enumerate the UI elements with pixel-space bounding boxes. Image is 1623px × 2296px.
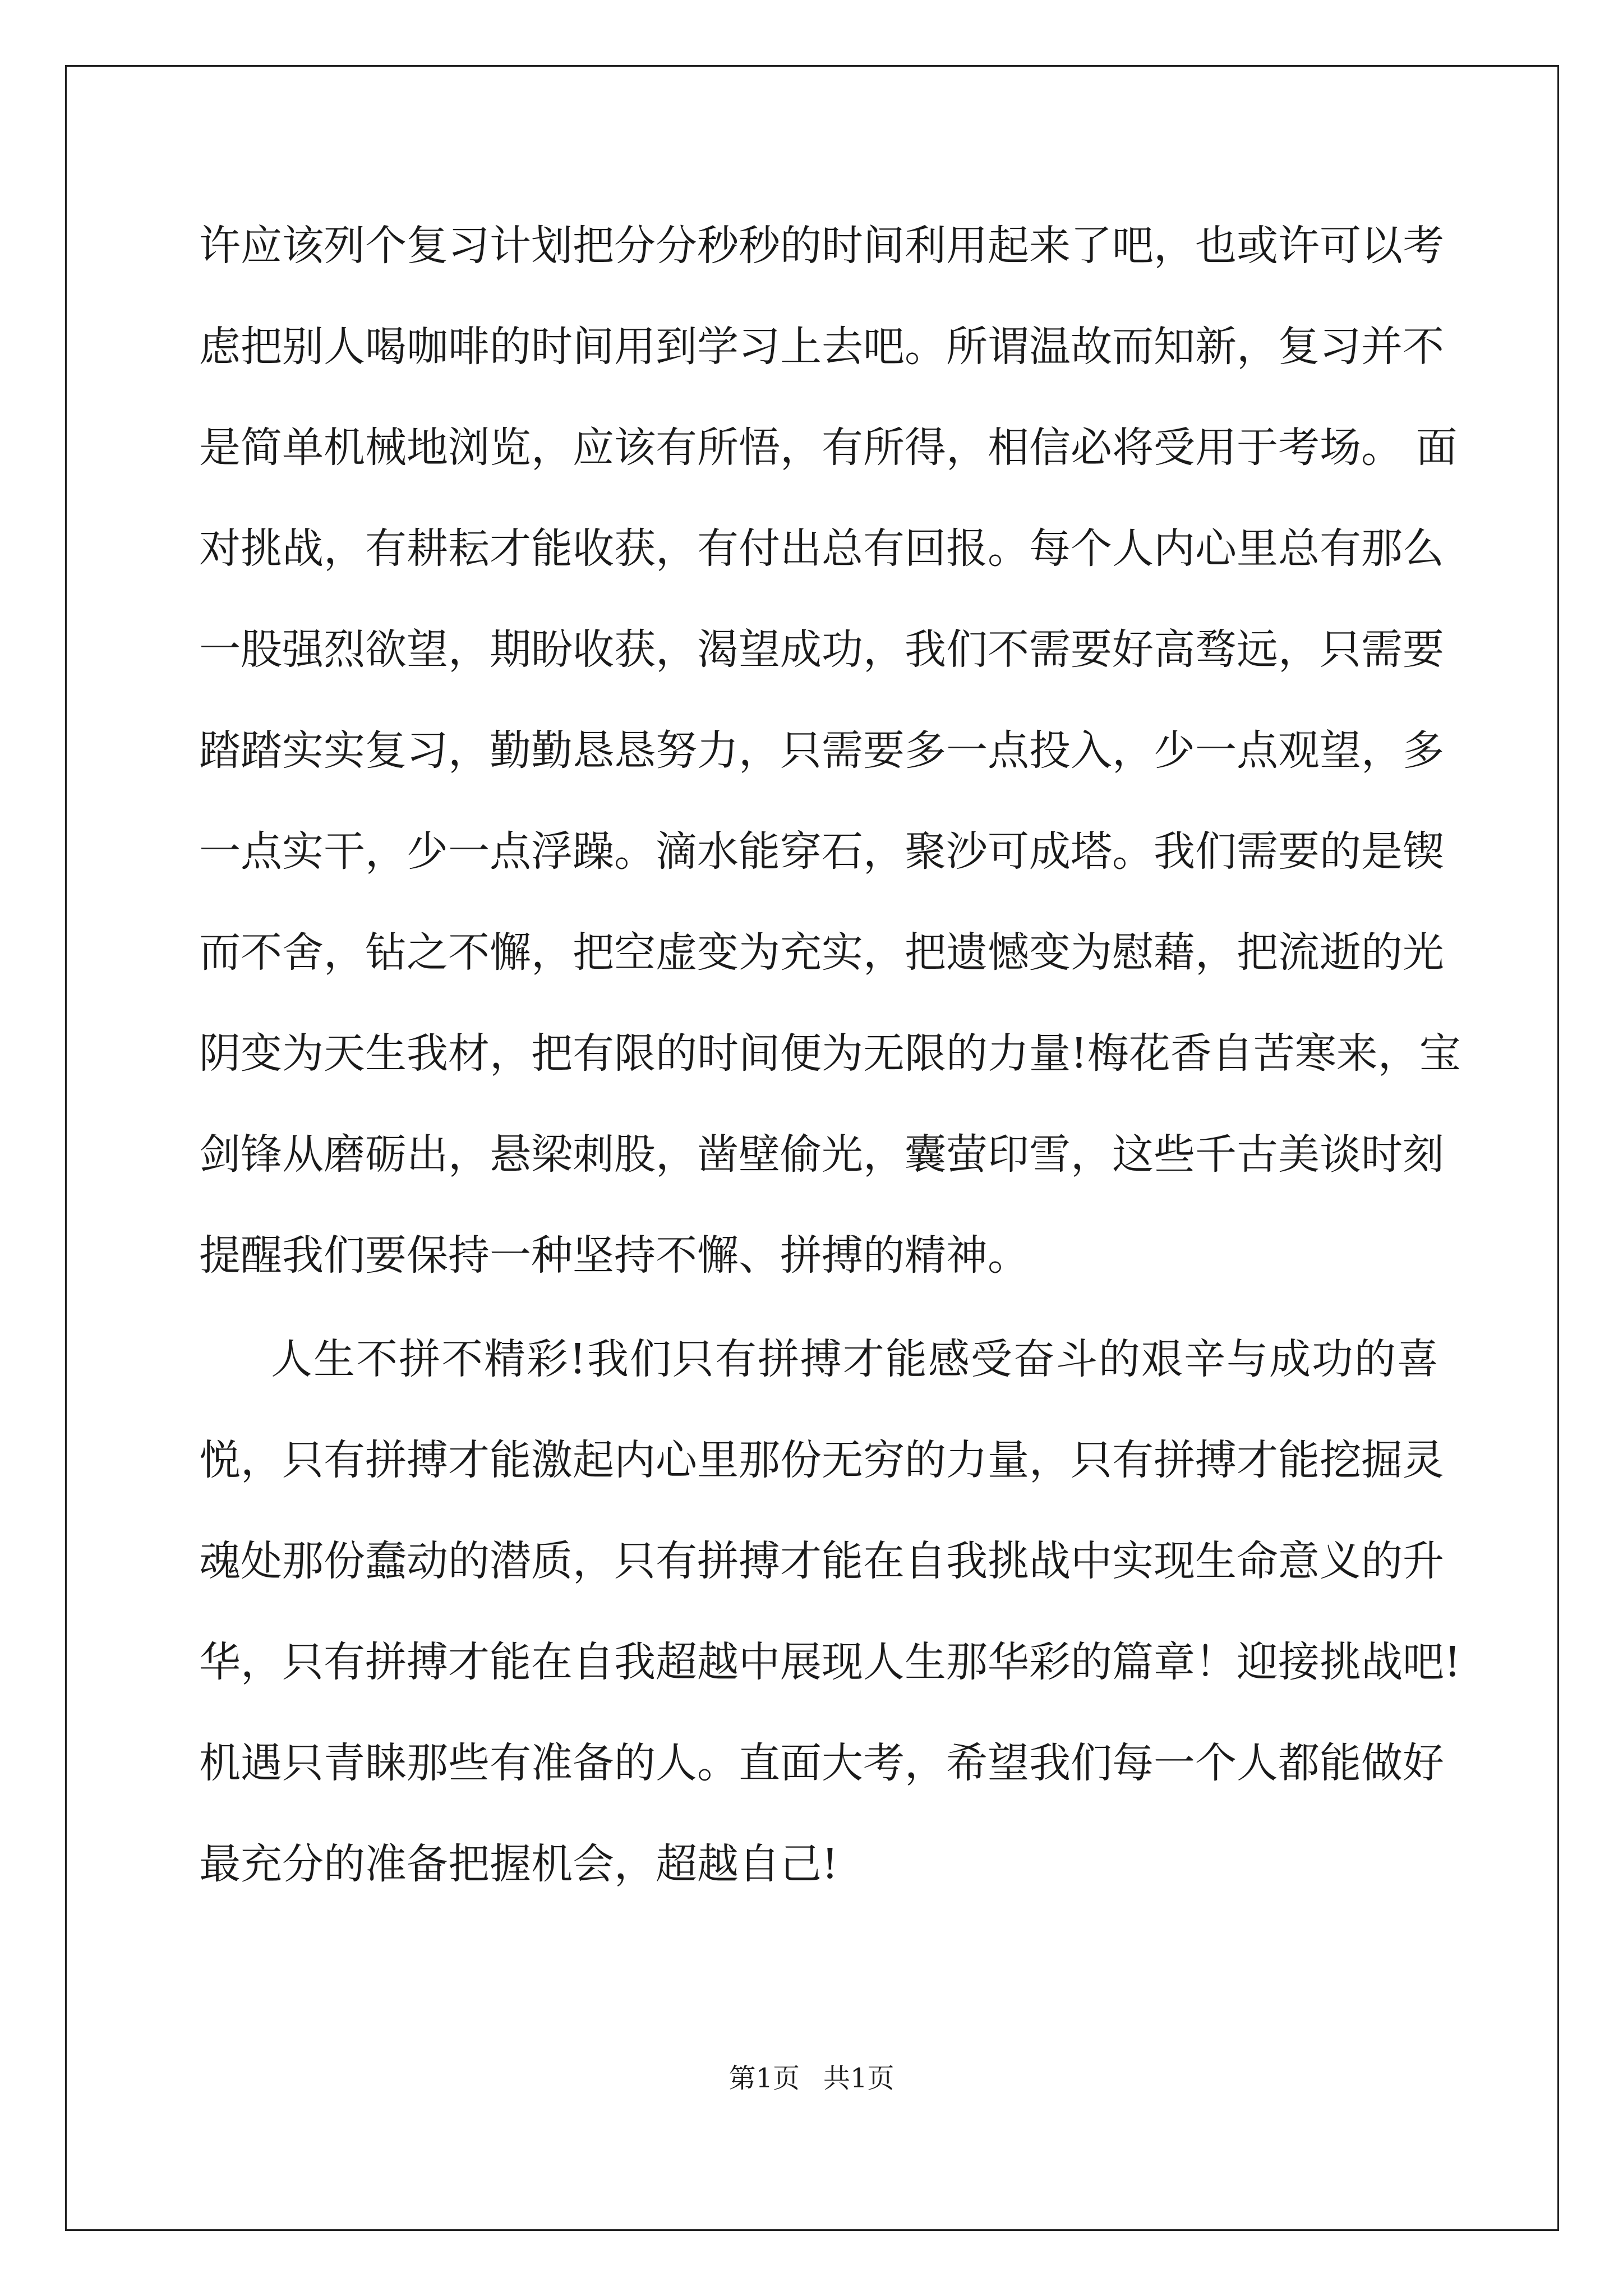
- paragraph-1-line-9: 阴变为天生我材，把有限的时间便为无限的力量!梅花香自苦寒来，宝: [199, 1029, 1461, 1078]
- paragraph-2-line-5: 机遇只青睐那些有准备的人。直面大考，希望我们每一个人都能做好: [199, 1739, 1444, 1787]
- paragraph-2-line-6: 最充分的准备把握机会，超越自己!: [199, 1840, 838, 1888]
- paragraph-1-line-6: 踏踏实实复习，勤勤恳恳努力，只需要多一点投入，少一点观望，多: [199, 726, 1444, 775]
- paragraph-1-line-10: 剑锋从磨砺出，悬梁刺股，凿壁偷光，囊萤印雪，这些千古美谈时刻: [199, 1130, 1444, 1179]
- paragraph-2-line-3: 魂处那份蠢动的潜质，只有拼搏才能在自我挑战中实现生命意义的升: [199, 1537, 1444, 1585]
- paragraph-2-line-4: 华，只有拼搏才能在自我超越中展现人生那华彩的篇章！迎接挑战吧!: [199, 1638, 1461, 1686]
- paragraph-2-line-1: 人生不拼不精彩!我们只有拼搏才能感受奋斗的艰辛与成功的喜: [271, 1335, 1438, 1383]
- paragraph-1-line-8: 而不舍，钻之不懈，把空虚变为充实，把遗憾变为慰藉，把流逝的光: [199, 928, 1444, 977]
- page-number-current: 第1页: [728, 2063, 800, 2094]
- paragraph-1-line-5: 一股强烈欲望，期盼收获，渴望成功，我们不需要好高骛远，只需要: [199, 625, 1444, 674]
- paragraph-1-line-11: 提醒我们要保持一种坚持不懈、拼搏的精神。: [199, 1231, 1029, 1280]
- paragraph-2-line-2: 悦，只有拼搏才能激起内心里那份无穷的力量，只有拼搏才能挖掘灵: [199, 1436, 1444, 1484]
- paragraph-1-line-4: 对挑战，有耕耘才能收获，有付出总有回报。每个人内心里总有那么: [199, 524, 1444, 573]
- paragraph-1-line-7: 一点实干，少一点浮躁。滴水能穿石，聚沙可成塔。我们需要的是锲: [199, 827, 1444, 876]
- paragraph-1-line-2: 虑把别人喝咖啡的时间用到学习上去吧。所谓温故而知新，复习并不: [199, 323, 1444, 371]
- page-number-total: 共1页: [823, 2063, 895, 2094]
- paragraph-1-line-1: 许应该列个复习计划把分分秒秒的时间利用起来了吧，也或许可以考: [199, 222, 1444, 270]
- page-footer: [0, 2062, 1623, 2095]
- paragraph-1-line-3: 是简单机械地浏览，应该有所悟，有所得，相信必将受用于考场。 面: [199, 424, 1458, 472]
